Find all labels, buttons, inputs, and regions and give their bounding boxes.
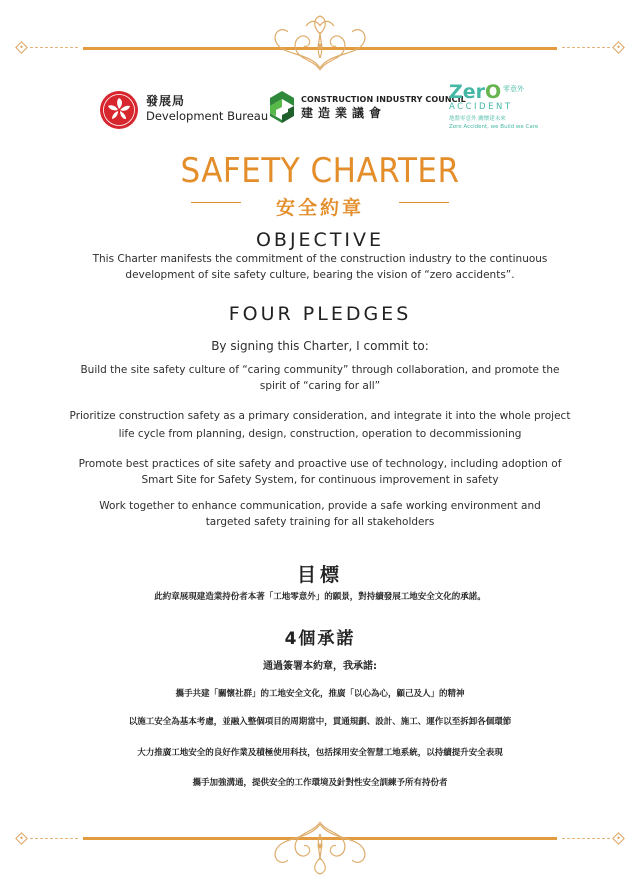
pledge-1-line-2: spirit of “caring for all” [259, 380, 381, 392]
title-cn: 安全約章 [275, 197, 364, 219]
pledge-3-cn: 大力推廣工地安全的良好作業及積極使用科技，包括採用安全智慧工地系統，以持續提升安全表現 [137, 748, 503, 758]
objective-heading-cn: 目標 [296, 564, 343, 586]
objective-line-2: development of site safety culture, bearing the vision of “zero accidents”. [125, 269, 515, 281]
pledge-3-line-1: Promote best practices of site safety and proactive use of technology, including adoption of [78, 458, 562, 470]
commit-line-cn: 通過簽署本約章，我承諾: [263, 661, 377, 672]
bottom-right-diamond-ornament [612, 832, 625, 845]
cic-label [301, 94, 466, 122]
top-right-diamond-ornament [612, 41, 625, 54]
cic-en: CONSTRUCTION INDUSTRY COUNCIL [301, 95, 466, 104]
zero-accident-logo [449, 82, 541, 131]
pledge-2-line-2: life cycle from planning, design, construction, operation to decommissioning [118, 428, 522, 440]
bottom-left-dash [30, 838, 78, 840]
cic-cn: 建造業議會 [301, 106, 387, 120]
bauhinia-emblem-icon [99, 90, 139, 130]
objective-line-1: This Charter manifests the commitment of the construction industry to the continuous [92, 253, 548, 265]
top-right-dash [562, 47, 610, 49]
zero-accident-word: ACCIDENT [449, 102, 513, 112]
zero-slogan-en: Zero Accident, we Build we Care [449, 124, 539, 130]
pledge-2-cn: 以施工安全為基本考慮，並融入整個項目的周期當中，貫通規劃、設計、施工、運作以至拆卸各個環節 [128, 717, 512, 727]
development-bureau-label [146, 94, 268, 124]
pledge-4-cn: 攜手加強溝通，提供安全的工作環境及針對性安全訓練予所有持份者 [192, 778, 448, 788]
top-filigree-ornament [270, 12, 370, 74]
zero-word-text: Zer [449, 81, 486, 103]
bottom-filigree-ornament [270, 818, 370, 876]
title-en: SAFETY CHARTER [180, 151, 460, 191]
zero-cn: 零意外 [503, 85, 524, 93]
development-bureau-en: Development Bureau [146, 109, 269, 123]
bottom-right-dash [562, 838, 610, 840]
cic-logo-icon [269, 90, 295, 124]
bottom-left-diamond-ornament [15, 832, 28, 845]
logo-row [0, 82, 640, 142]
pledge-1-cn: 攜手共建「關懷社群」的工地安全文化，推廣「以心為心，顧己及人」的精神 [175, 689, 465, 699]
top-left-dash [30, 47, 78, 49]
pledge-4-line-1: Work together to enhance communication, provide a safe working environment and [99, 500, 541, 512]
objective-line-cn: 此約章展現建造業持份者本著「工地零意外」的願景，對持續發展工地安全文化的承諾。 [154, 592, 486, 602]
zero-o-letter: O [485, 81, 502, 103]
top-left-diamond-ornament [15, 41, 28, 54]
four-pledges-heading: FOUR PLEDGES [228, 303, 412, 325]
zero-wordmark [449, 82, 541, 102]
development-bureau-cn: 發展局 [146, 94, 186, 108]
pledge-2-line-1: Prioritize construction safety as a primary consideration, and integrate it into the whole project [69, 410, 571, 422]
objective-heading: OBJECTIVE [255, 229, 385, 251]
zero-slogan-cn: 地盤零意外 關懷建未來 [449, 116, 506, 122]
pledge-4-line-2: targeted safety training for all stakeholders [205, 516, 435, 528]
pledge-1-line-1: Build the site safety culture of “caring community” through collaboration, and promote the [80, 364, 560, 376]
four-pledges-heading-cn: 4個承諾 [284, 629, 356, 649]
pledge-3-line-2: Smart Site for Safety System, for continuous improvement in safety [141, 474, 499, 486]
commit-line-en: By signing this Charter, I commit to: [211, 339, 429, 353]
